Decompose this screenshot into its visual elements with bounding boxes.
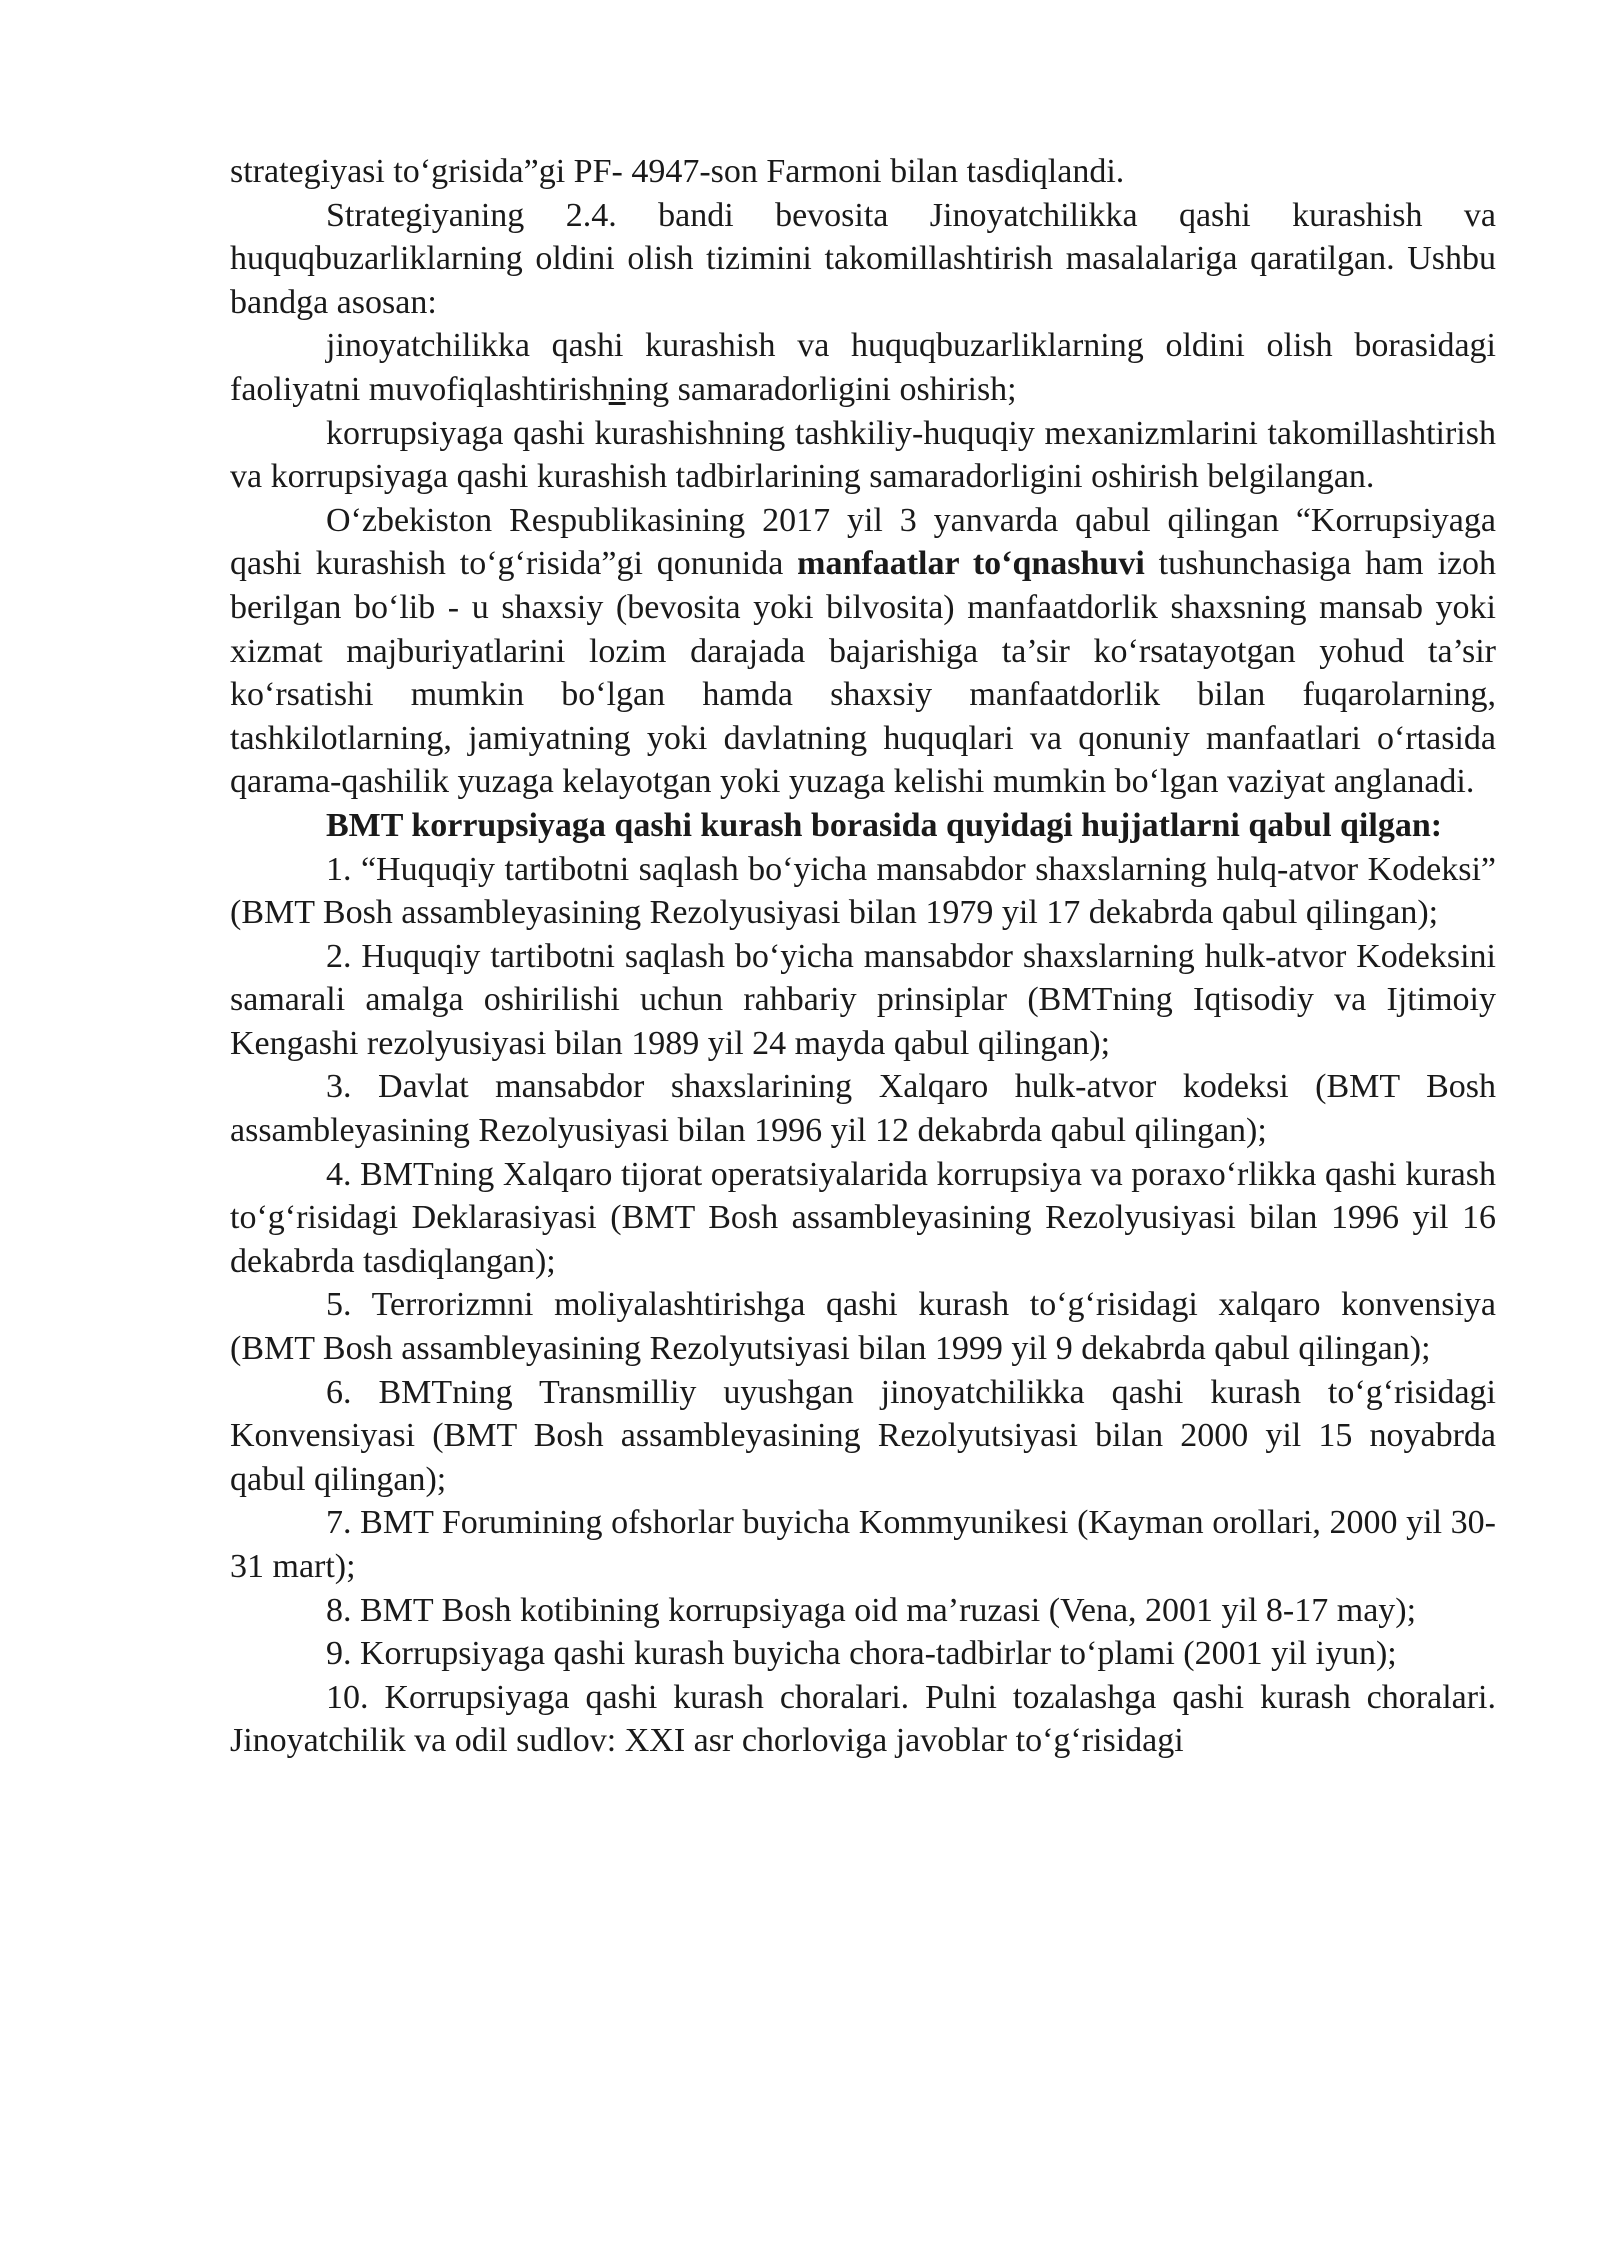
list-item: 2. Huquqiy tartibotni saqlash bo‘yicha mansabdor shaxslarning hulk-atvor Kodeksini samarali amalga oshirilishi uchun rahbariy prinsiplar (BMTning Iqtisodiy va Ijtimoiy Kengashi rezolyusiyasi bilan 1989 yil 24 mayda qabul qilingan); [230, 937, 1496, 1062]
list-item: 7. BMT Forumining ofshorlar buyicha Kommyunikesi (Kayman orollari, 2000 yil 30-31 mart); [230, 1504, 1496, 1585]
list-item: 6. BMTning Transmilliy uyushgan jinoyatchilikka qashi kurash to‘g‘risidagi Konvensiyasi (BMT Bosh assambleyasining Rezolyutsiyasi bilan 2000 yil 15 noyabrda qabul qilingan); [230, 1373, 1496, 1498]
list-item: 4. BMTning Xalqaro tijorat operatsiyalarida korrupsiya va poraxo‘rlikka qashi kurash to‘g‘risidagi Deklarasiyasi (BMT Bosh assambleyasining Rezolyusiyasi bilan 1996 yil 16 dekabrda tasdiqlangan); [230, 1155, 1496, 1280]
underlined-letter: n [608, 370, 626, 408]
paragraph-strategy-2-4: Strategiyaning 2.4. bandi bevosita Jinoyatchilikka qashi kurashish va huquqbuzarliklarning oldini olish tizimini takomillashtirish masalalariga qaratilgan. Ushbu bandga asosan: [230, 196, 1496, 321]
paragraph-crime-coordination [230, 324, 1496, 411]
text-run: ing samaradorligini oshirish; [625, 370, 1017, 408]
heading-text: BMT korrupsiyaga qashi kurash borasida quyidagi hujjatlarni qabul qilgan: [326, 806, 1443, 844]
text-run: O‘zbekiston Respublikasining 2017 yil 3 yanvarda qabul qilingan “Korrupsiyaga qashi kurashish to‘g‘risida”gi qonunida [230, 501, 1496, 583]
paragraph-continuation: strategiyasi to‘grisida”gi PF- 4947-son Farmoni bilan tasdiqlandi. [230, 153, 1125, 190]
paragraph-conflict-of-interest [230, 499, 1496, 804]
text-run: jinoyatchilikka qashi kurashish va huquqbuzarliklarning oldini olish borasidagi faoliyatni muvofiqlashtirish [230, 327, 1496, 408]
bold-term: manfaatlar to‘qnashuvi [797, 545, 1145, 583]
paragraph-anti-corruption-mechanisms: korrupsiyaga qashi kurashishning tashkiliy-huquqiy mexanizmlarini takomillashtirish va korrupsiyaga qashi kurashish tadbirlarining samaradorligini oshirish belgilangan. [230, 414, 1496, 496]
list-item: 9. Korrupsiyaga qashi kurash buyicha chora-tadbirlar to‘plami (2001 yil iyun); [326, 1635, 1397, 1673]
list-item: 8. BMT Bosh kotibining korrupsiyaga oid ma’ruzasi (Vena, 2001 yil 8-17 may); [326, 1591, 1417, 1629]
list-item: 3. Davlat mansabdor shaxslarining Xalqaro hulk-atvor kodeksi (BMT Bosh assambleyasining Rezolyusiyasi bilan 1996 yil 12 dekabrda qabul qilingan); [230, 1068, 1496, 1150]
section-heading [230, 804, 1496, 848]
list-item: 5. Terrorizmni moliyalashtirishga qashi kurash to‘g‘risidagi xalqaro konvensiya (BMT Bosh assambleyasining Rezolyutsiyasi bilan 1999 yil 9 dekabrda qabul qilingan); [230, 1286, 1496, 1368]
text-run: tushunchasiga ham izoh berilgan bo‘lib - u shaxsiy (bevosita yoki bilvosita) manfaatdorlik shaxsning mansab yoki xizmat majburiyatlarini lozim darajada bajarishiga ta’sir ko‘rsatayotgan yohud ta’sir ko‘rsatishi mumkin bo‘lgan hamda shaxsiy manfaatdorlik bilan fuqarolarning, tashkilotlarning, jamiyatning yoki davlatning huquqlari va qonuniy manfaatlari o‘rtasida qarama-qashilik yuzaga kelayotgan yoki yuzaga kelishi mumkin bo‘lgan vaziyat anglanadi. [230, 545, 1497, 801]
document-page [230, 150, 1496, 1763]
list-item: 1. “Huquqiy tartibotni saqlash bo‘yicha mansabdor shaxslarning hulq-atvor Kodeksi” (BMT Bosh assambleyasining Rezolyusiyasi bilan 1979 yil 17 dekabrda qabul qilingan); [230, 850, 1496, 932]
list-item: 10. Korrupsiyaga qashi kurash choralari. Pulni tozalashga qashi kurash choralari. Jinoyatchilik va odil sudlov: XXI asr chorloviga javoblar to‘g‘risidagi [230, 1678, 1496, 1760]
